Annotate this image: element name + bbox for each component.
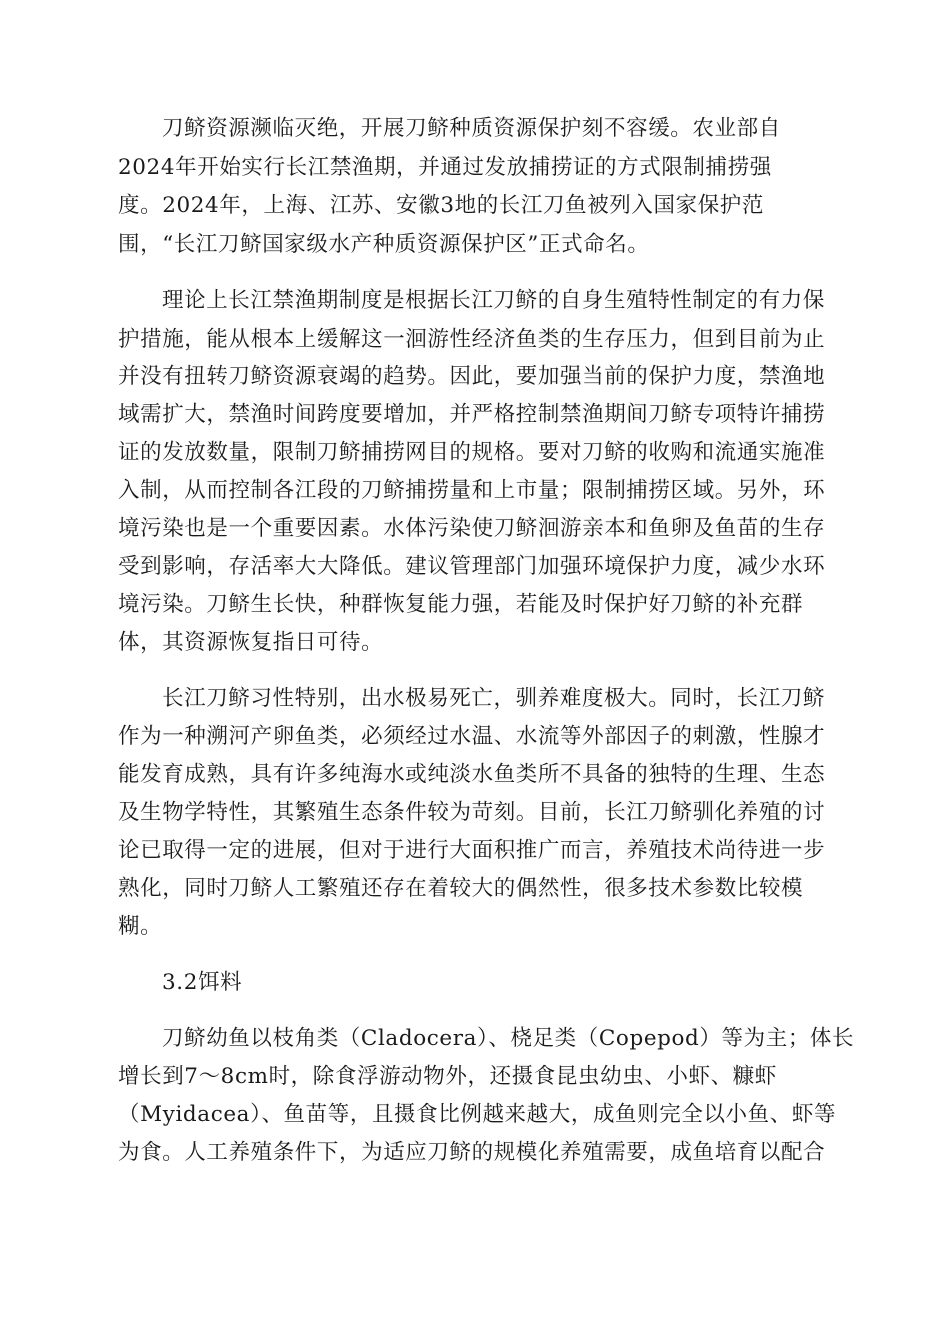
paragraph-2-line-8: 受到影响，存活率大大降低。建议管理部门加强环境保护力度，减少水环 [118,554,826,579]
paragraph-2-line-2: 护措施，能从根本上缓解这一洄游性经济鱼类的生存压力，但到目前为止 [118,327,826,352]
paragraph-3-line-4: 及生物学特性，其繁殖生态条件较为苛刻。目前，长江刀鲚驯化养殖的讨 [118,800,826,825]
paragraph-2-line-5: 证的发放数量，限制刀鲚捕捞网目的规格。要对刀鲚的收购和流通实施准 [118,440,826,465]
paragraph-2-line-3: 并没有扭转刀鲚资源衰竭的趋势。因此，要加强当前的保护力度，禁渔地 [118,364,826,389]
paragraph-2-line-1: 理论上长江禁渔期制度是根据长江刀鲚的自身生殖特性制定的有力保 [162,288,826,313]
paragraph-3-line-6: 熟化，同时刀鲚人工繁殖还存在着较大的偶然性，很多技术参数比较模 [118,876,804,901]
paragraph-1-line-4: 围，“长江刀鲚国家级水产种质资源保护区”正式命名。 [118,232,650,257]
paragraph-3-line-2: 作为一种溯河产卵鱼类，必须经过水温、水流等外部因子的刺激，性腺才 [118,724,826,749]
paragraph-3-line-1: 长江刀鲚习性特别，出水极易死亡，驯养难度极大。同时，长江刀鲚 [162,686,826,711]
paragraph-5-line-1: 刀鲚幼鱼以枝角类（Cladocera）、桡足类（Copepod）等为主；体长 [162,1026,855,1051]
paragraph-5-line-4: 为食。人工养殖条件下，为适应刀鲚的规模化养殖需要，成鱼培育以配合 [118,1140,826,1165]
paragraph-3-line-5: 论已取得一定的进展，但对于进行大面积推广而言，养殖技术尚待进一步 [118,838,826,863]
paragraph-5-line-2: 增长到7～8cm时，除食浮游动物外，还摄食昆虫幼虫、小虾、糠虾 [118,1064,777,1089]
paragraph-2-line-7: 境污染也是一个重要因素。水体污染使刀鲚洄游亲本和鱼卵及鱼苗的生存 [118,516,826,541]
paragraph-1-line-3: 度。2024年，上海、江苏、安徽3地的长江刀鱼被列入国家保护范 [118,193,764,218]
paragraph-5-line-3: （Myidacea）、鱼苗等，且摄食比例越来越大，成鱼则完全以小鱼、虾等 [118,1102,837,1127]
section-heading: 3.2饵料 [162,970,243,995]
paragraph-2-line-9: 境污染。刀鲚生长快，种群恢复能力强，若能及时保护好刀鲚的补充群 [118,592,804,617]
paragraph-1-line-1: 刀鲚资源濒临灭绝，开展刀鲚种质资源保护刻不容缓。农业部自 [162,116,781,141]
paragraph-3-line-7: 糊。 [118,914,163,939]
paragraph-1-line-2: 2024年开始实行长江禁渔期，并通过发放捕捞证的方式限制捕捞强 [118,155,772,180]
paragraph-2-line-10: 体，其资源恢复指日可待。 [118,630,384,655]
paragraph-3-line-3: 能发育成熟，具有许多纯海水或纯淡水鱼类所不具备的独特的生理、生态 [118,762,826,787]
paragraph-2-line-4: 域需扩大，禁渔时间跨度要增加，并严格控制禁渔期间刀鲚专项特许捕捞 [118,402,826,427]
paragraph-2-line-6: 入制，从而控制各江段的刀鲚捕捞量和上市量；限制捕捞区域。另外，环 [118,478,826,503]
